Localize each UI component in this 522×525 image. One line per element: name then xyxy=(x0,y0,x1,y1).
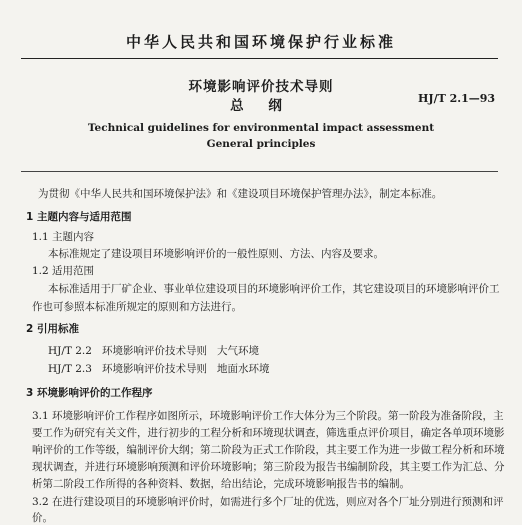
intro-paragraph: 为贯彻《中华人民共和国环境保护法》和《建设项目环境保护管理办法》，制定本标准。 xyxy=(38,188,443,200)
section-3-1-line: 析第二阶段工作所得的各种资料、数据，给出结论，完成环境影响报告书的编制。 xyxy=(32,478,410,490)
reference-item: HJ/T 2.3 环境影响评价技术导则 地面水环境 xyxy=(48,363,270,375)
section-3-1-line: 要工作为研究有关文件，进行初步的工程分析和环境现状调查，筛选重点评价项目，确定各单项环境影 xyxy=(32,427,505,439)
section-2-heading: 2 引用标准 xyxy=(26,323,79,335)
section-1-2-heading: 1.2 适用范围 xyxy=(32,265,95,277)
section-3-2-line: 价。 xyxy=(32,512,53,524)
section-3-1-line: 响评价的工作等级，编制评价大纲；第二阶段为正式工作阶段，其主要工作为进一步做工程分析和环境 xyxy=(32,444,505,456)
section-1-1-heading: 1.1 主题内容 xyxy=(32,231,95,243)
title-divider xyxy=(21,171,498,172)
section-1-1-text: 本标准规定了建设项目环境影响评价的一般性原则、方法、内容及要求。 xyxy=(48,248,384,260)
section-3-1-line: 3.1 环境影响评价工作程序如图所示，环境影响评价工作大体分为三个阶段。第一阶段为准备阶段，主 xyxy=(32,410,504,422)
reference-item: HJ/T 2.2 环境影响评价技术导则 大气环境 xyxy=(48,345,259,357)
standard-category-header: 中华人民共和国环境保护行业标准 xyxy=(125,33,396,51)
english-title: Technical guidelines for environmental impact assessment xyxy=(87,122,435,134)
section-1-2-text-line: 作也可参照本标准所规定的原则和方法进行。 xyxy=(32,301,242,313)
header-divider xyxy=(21,58,498,59)
english-subtitle: General principles xyxy=(206,138,316,150)
section-3-1-line: 现状调查，并进行环境影响预测和评价环境影响；第三阶段为报告书编制阶段，其主要工作为汇总、分 xyxy=(32,461,505,473)
section-1-heading: 1 主题内容与适用范围 xyxy=(26,211,132,223)
standard-code: HJ/T 2.1—93 xyxy=(418,92,496,105)
document-title: 环境影响评价技术导则 xyxy=(188,79,334,95)
document-subtitle: 总 纲 xyxy=(230,98,292,114)
section-3-heading: 3 环境影响评价的工作程序 xyxy=(26,387,153,399)
section-1-2-text-line: 本标准适用于厂矿企业、事业单位建设项目的环境影响评价工作，其它建设项目的环境影响评价工 xyxy=(48,283,500,295)
section-3-2-line: 3.2 在进行建设项目的环境影响评价时，如需进行多个厂址的优选，则应对各个厂址分别进行预测和评 xyxy=(32,496,504,508)
